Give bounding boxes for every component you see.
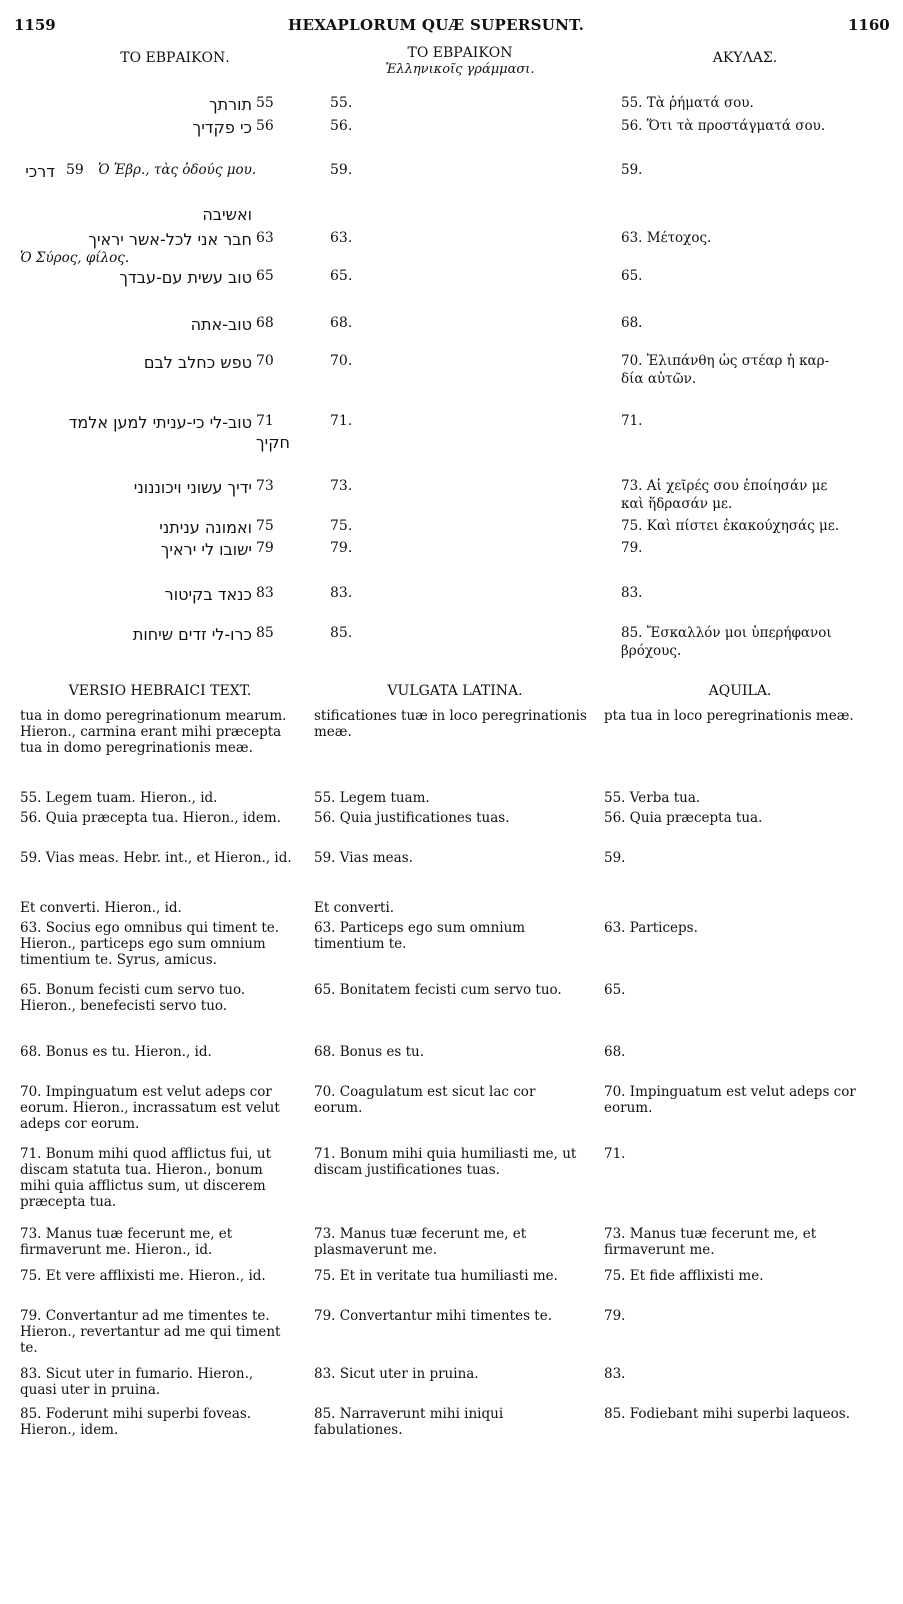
verse-number: 70 xyxy=(256,353,274,369)
hebrew-word: טוב-לי כי-עניתי למען אלמד xyxy=(68,413,252,432)
vulgata-entry: 68. Bonus es tu. xyxy=(314,1044,425,1060)
verse-number: 55 xyxy=(256,95,274,111)
aquila-greek-continued: δία αὐτῶν. xyxy=(621,371,697,387)
translit-number: 55. xyxy=(330,95,353,111)
versio-entry: tua in domo peregrinationum mearum. Hieron., carmina erant mihi præcepta tua in domo peregrinationis meæ. xyxy=(20,708,287,756)
versio-entry: 59. Vias meas. Hebr. int., et Hieron., id. xyxy=(20,850,292,866)
hebrew-column-title: ΤΟ ΕΒΡΑΙΚΟΝ. xyxy=(120,50,230,66)
aquila-latin-entry: 83. xyxy=(604,1366,626,1382)
vulgata-entry: 65. Bonitatem fecisti cum servo tuo. xyxy=(314,982,562,998)
aquila-latin-entry: 73. Manus tuæ fecerunt me, et firmaverunt me. xyxy=(604,1226,817,1258)
verse-number: 79 xyxy=(256,540,274,556)
aquila-greek: 65. xyxy=(621,268,643,284)
hebrew-word-continued: חקיך xyxy=(256,433,290,452)
hebrew-word: ואשיבה xyxy=(202,205,252,224)
versio-entry: 70. Impinguatum est velut adeps cor eorum. Hieron., incrassatum est velut adeps cor eorum. xyxy=(20,1084,280,1132)
translit-number: 70. xyxy=(330,353,353,369)
verse-number: 59 xyxy=(66,162,84,178)
aquila-greek: 68. xyxy=(621,315,643,331)
verse-number: 63 xyxy=(256,230,274,246)
translit-number: 73. xyxy=(330,478,353,494)
aquila-greek: 85. Ἔσκαλλόν μοι ὑπερήφανοι xyxy=(621,625,832,641)
versio-entry: 56. Quia præcepta tua. Hieron., idem. xyxy=(20,810,281,826)
verse-number: 56 xyxy=(256,118,274,134)
translit-number: 85. xyxy=(330,625,353,641)
aquila-greek-continued: καὶ ἥδρασάν με. xyxy=(621,496,733,512)
versio-entry: 65. Bonum fecisti cum servo tuo. Hieron., benefecisti servo tuo. xyxy=(20,982,246,1014)
vulgata-entry: 63. Particeps ego sum omnium timentium te. xyxy=(314,920,526,952)
translit-column-subtitle: Ἑλληνικοῖς γράμμασι. xyxy=(385,62,535,77)
verse-number: 85 xyxy=(256,625,274,641)
hebrew-note: Ὁ Σύρος, φίλος. xyxy=(20,250,130,266)
aquila-latin-entry: 70. Impinguatum est velut adeps cor eorum. xyxy=(604,1084,856,1116)
hebrew-word: דרכי xyxy=(25,162,55,181)
vulgata-entry: 59. Vias meas. xyxy=(314,850,413,866)
versio-entry: 79. Convertantur ad me timentes te. Hieron., revertantur ad me qui timent te. xyxy=(20,1308,281,1356)
versio-entry: 68. Bonus es tu. Hieron., id. xyxy=(20,1044,212,1060)
aquila-greek: 71. xyxy=(621,413,643,429)
hebrew-note: Ὁ Ἑβρ., τὰς ὁδούς μου. xyxy=(98,162,257,178)
verse-number: 65 xyxy=(256,268,274,284)
translit-number: 56. xyxy=(330,118,353,134)
left-page-number: 1159 xyxy=(14,16,56,34)
running-title: HEXAPLORUM QUÆ SUPERSUNT. xyxy=(288,16,585,34)
versio-entry: 55. Legem tuam. Hieron., id. xyxy=(20,790,218,806)
vulgata-entry: 71. Bonum mihi quia humiliasti me, ut discam justificationes tuas. xyxy=(314,1146,577,1178)
hebrew-word: חבר אני לכל-אשר יראיך xyxy=(88,230,252,249)
vulgata-entry: 75. Et in veritate tua humiliasti me. xyxy=(314,1268,558,1284)
translit-number: 59. xyxy=(330,162,353,178)
versio-column-title: VERSIO HEBRAICI TEXT. xyxy=(68,683,252,699)
vulgata-entry: 55. Legem tuam. xyxy=(314,790,430,806)
translit-number: 83. xyxy=(330,585,353,601)
aquila-greek: 75. Καὶ πίστει ἐκακούχησάς με. xyxy=(621,518,840,534)
aquila-greek: 70. Ἐλιπάνθη ὡς στέαρ ἡ καρ- xyxy=(621,353,830,369)
hebrew-word: כי פקדיך xyxy=(192,118,252,137)
hebrew-word: ישובו לי יראיך xyxy=(160,540,252,559)
aquila-greek: 73. Αἱ χεῖρές σου ἐποίησάν με xyxy=(621,478,828,494)
vulgata-entry: 56. Quia justificationes tuas. xyxy=(314,810,510,826)
hebrew-word: כרו-לי זדים שיחות xyxy=(132,625,252,644)
hebrew-word: ידיך עשוני ויכוננוני xyxy=(133,478,252,497)
vulgata-entry: 79. Convertantur mihi timentes te. xyxy=(314,1308,553,1324)
aquila-greek: 63. Μέτοχος. xyxy=(621,230,712,246)
vulgata-entry: Et converti. xyxy=(314,900,395,916)
versio-entry: 71. Bonum mihi quod afflictus fui, ut discam statuta tua. Hieron., bonum mihi quia afflictus sum, ut discerem præcepta tua. xyxy=(20,1146,271,1210)
translit-number: 75. xyxy=(330,518,353,534)
versio-entry: 73. Manus tuæ fecerunt me, et firmaverunt me. Hieron., id. xyxy=(20,1226,233,1258)
hebrew-word: כנאד בקיטור xyxy=(164,585,252,604)
translit-number: 63. xyxy=(330,230,353,246)
aquila-latin-entry: pta tua in loco peregrinationis meæ. xyxy=(604,708,854,724)
aquila-greek-column-title: ΑΚΥΛΑΣ. xyxy=(712,50,778,66)
aquila-latin-entry: 79. xyxy=(604,1308,626,1324)
hebrew-word: טוב עשית עם-עבדך xyxy=(119,268,252,287)
aquila-latin-entry: 65. xyxy=(604,982,626,998)
aquila-latin-entry: 68. xyxy=(604,1044,626,1060)
translit-number: 79. xyxy=(330,540,353,556)
right-page-number: 1160 xyxy=(848,16,890,34)
vulgata-entry: stificationes tuæ in loco peregrinationis meæ. xyxy=(314,708,587,740)
aquila-latin-entry: 56. Quia præcepta tua. xyxy=(604,810,763,826)
translit-number: 71. xyxy=(330,413,353,429)
aquila-latin-column-title: AQUILA. xyxy=(708,683,772,699)
aquila-greek: 59. xyxy=(621,162,643,178)
verse-number: 71 xyxy=(256,413,274,429)
aquila-greek: 55. Τὰ ῥήματά σου. xyxy=(621,95,754,111)
vulgata-entry: 70. Coagulatum est sicut lac cor eorum. xyxy=(314,1084,536,1116)
verse-number: 83 xyxy=(256,585,274,601)
aquila-latin-entry: 59. xyxy=(604,850,626,866)
verse-number: 73 xyxy=(256,478,274,494)
aquila-latin-entry: 71. xyxy=(604,1146,626,1162)
vulgata-column-title: VULGATA LATINA. xyxy=(387,683,523,699)
aquila-greek: 83. xyxy=(621,585,643,601)
versio-entry: 85. Foderunt mihi superbi foveas. Hieron., idem. xyxy=(20,1406,252,1438)
translit-column-title: ΤΟ ΕΒΡΑΙΚΟΝ xyxy=(407,45,513,61)
aquila-greek: 79. xyxy=(621,540,643,556)
aquila-greek: 56. Ὅτι τὰ προστάγματά σου. xyxy=(621,118,826,134)
verse-number: 68 xyxy=(256,315,274,331)
versio-entry: 75. Et vere afflixisti me. Hieron., id. xyxy=(20,1268,266,1284)
versio-entry: 63. Socius ego omnibus qui timent te. Hieron., particeps ego sum omnium timentium te. Syrus, amicus. xyxy=(20,920,280,968)
translit-number: 68. xyxy=(330,315,353,331)
hebrew-word: ואמונה עניתני xyxy=(159,518,252,537)
verse-number: 75 xyxy=(256,518,274,534)
aquila-latin-entry: 75. Et fide afflixisti me. xyxy=(604,1268,764,1284)
aquila-latin-entry: 55. Verba tua. xyxy=(604,790,701,806)
vulgata-entry: 73. Manus tuæ fecerunt me, et plasmaverunt me. xyxy=(314,1226,527,1258)
versio-entry: Et converti. Hieron., id. xyxy=(20,900,182,916)
vulgata-entry: 83. Sicut uter in pruina. xyxy=(314,1366,479,1382)
hebrew-word: טוב-אתה xyxy=(190,315,252,334)
hebrew-word: טפש כחלב לבם xyxy=(143,353,252,372)
aquila-greek-continued: βρόχους. xyxy=(621,643,682,659)
vulgata-entry: 85. Narraverunt mihi iniqui fabulationes. xyxy=(314,1406,504,1438)
hebrew-word: תורתך xyxy=(208,95,252,114)
translit-number: 65. xyxy=(330,268,353,284)
aquila-latin-entry: 85. Fodiebant mihi superbi laqueos. xyxy=(604,1406,850,1422)
versio-entry: 83. Sicut uter in fumario. Hieron., quasi uter in pruina. xyxy=(20,1366,254,1398)
aquila-latin-entry: 63. Particeps. xyxy=(604,920,698,936)
